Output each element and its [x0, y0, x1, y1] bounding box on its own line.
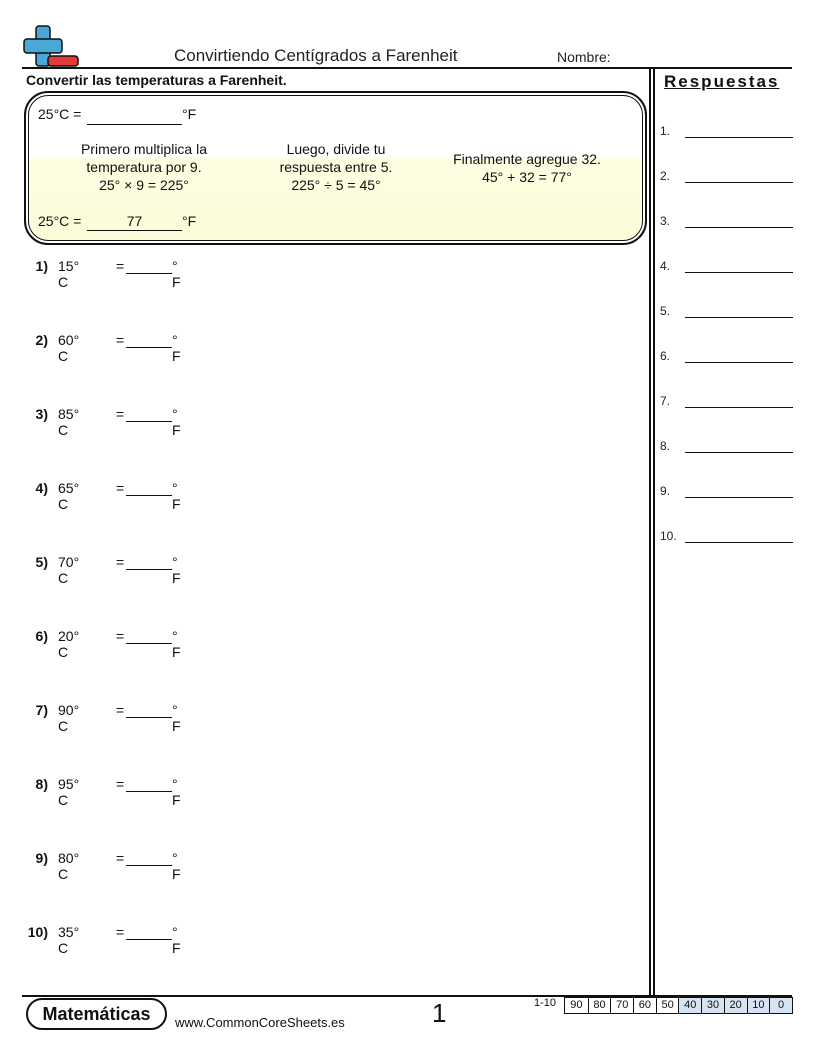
- answer-number: 4.: [660, 259, 671, 273]
- problem-unit: ° F: [172, 924, 181, 956]
- equals-sign: =: [116, 628, 125, 644]
- problem-number: 2): [35, 332, 48, 348]
- step-text: Finalmente agregue 32.: [453, 151, 601, 167]
- answer-blank[interactable]: [126, 569, 172, 570]
- problem-value: 20° C: [58, 628, 80, 660]
- page-number: 1: [432, 998, 447, 1028]
- column-divider-left: [649, 68, 651, 996]
- answer-blank[interactable]: [126, 421, 172, 422]
- problem-number: 1): [35, 258, 48, 274]
- equals-sign: =: [116, 554, 125, 570]
- answer-number: 5.: [660, 304, 671, 318]
- answers-title: Respuestas: [664, 72, 780, 91]
- score-cell: 30: [701, 998, 724, 1013]
- answer-blank[interactable]: [126, 865, 172, 866]
- problem-number: 9): [35, 850, 48, 866]
- equals-sign: =: [116, 332, 125, 348]
- answer-blank[interactable]: [685, 227, 793, 228]
- problem-number: 7): [35, 702, 48, 718]
- problem-number: 5): [35, 554, 48, 570]
- answer-row: [660, 439, 794, 459]
- example-prompt: 25°C =: [38, 106, 82, 122]
- answer-number: 7.: [660, 394, 671, 408]
- score-cell: 10: [747, 998, 770, 1013]
- equals-sign: =: [116, 702, 125, 718]
- site-url: www.CommonCoreSheets.es: [175, 1015, 345, 1030]
- answer-row: [660, 529, 794, 549]
- score-cell: 80: [588, 998, 611, 1013]
- problem-value: 85° C: [58, 406, 80, 438]
- problem-unit: ° F: [172, 776, 181, 808]
- answer-blank[interactable]: [126, 791, 172, 792]
- example-step-1: [58, 140, 230, 194]
- answer-blank[interactable]: [126, 495, 172, 496]
- answer-number: 9.: [660, 484, 671, 498]
- instruction-text: Convertir las temperaturas a Farenheit.: [26, 72, 287, 88]
- problem-unit: ° F: [172, 702, 181, 734]
- answer-row: [660, 259, 794, 279]
- problem-unit: ° F: [172, 480, 181, 512]
- answer-row: [660, 169, 794, 189]
- problem-value: 95° C: [58, 776, 80, 808]
- score-cell: 0: [769, 998, 792, 1013]
- problem-value: 15° C: [58, 258, 80, 290]
- score-table: [564, 997, 793, 1014]
- problem-value: 70° C: [58, 554, 80, 586]
- example-result-unit: °F: [182, 213, 197, 229]
- equals-sign: =: [116, 924, 125, 940]
- equals-sign: =: [116, 850, 125, 866]
- equals-sign: =: [116, 258, 125, 274]
- example-blank: [87, 124, 182, 125]
- column-divider-right: [653, 68, 655, 996]
- answer-row: [660, 214, 794, 234]
- example-result: 25°C =: [38, 213, 82, 229]
- step-text: 225° ÷ 5 = 45°: [291, 177, 381, 193]
- plus-minus-logo-icon: [22, 24, 80, 68]
- answer-blank[interactable]: [685, 407, 793, 408]
- problem-number: 6): [35, 628, 48, 644]
- score-cell: 90: [570, 999, 583, 1011]
- answer-blank[interactable]: [685, 362, 793, 363]
- name-label: Nombre:: [557, 49, 611, 65]
- problem-value: 90° C: [58, 702, 80, 734]
- example-result-value: 77: [87, 213, 182, 231]
- answer-blank[interactable]: [685, 497, 793, 498]
- answer-blank[interactable]: [126, 939, 172, 940]
- answer-blank[interactable]: [126, 273, 172, 274]
- problem-value: 65° C: [58, 480, 80, 512]
- answer-row: [660, 394, 794, 414]
- score-cell: 20: [724, 998, 747, 1013]
- answer-blank[interactable]: [685, 272, 793, 273]
- step-text: Primero multiplica la: [80, 141, 208, 157]
- answer-blank[interactable]: [685, 542, 793, 543]
- equals-sign: =: [116, 406, 125, 422]
- example-step-2: [256, 140, 416, 194]
- answer-number: 2.: [660, 169, 671, 183]
- answer-number: 1.: [660, 124, 671, 138]
- answer-blank[interactable]: [685, 317, 793, 318]
- step-text: respuesta entre 5.: [279, 159, 393, 175]
- score-cell: 40: [678, 998, 701, 1013]
- problem-number: 10): [27, 924, 48, 940]
- answer-row: [660, 304, 794, 324]
- problem-number: 3): [35, 406, 48, 422]
- step-text: 25° × 9 = 225°: [99, 177, 189, 193]
- problem-value: 60° C: [58, 332, 80, 364]
- problem-unit: ° F: [172, 258, 181, 290]
- score-cell: 60: [633, 998, 656, 1013]
- step-text: temperatura por 9.: [86, 159, 202, 175]
- step-text: 45° + 32 = 77°: [482, 169, 572, 185]
- problem-number: 4): [35, 480, 48, 496]
- problem-number: 8): [35, 776, 48, 792]
- answer-number: 8.: [660, 439, 671, 453]
- problem-value: 35° C: [58, 924, 80, 956]
- brand-badge: Matemáticas: [26, 998, 167, 1030]
- score-cell: 70: [610, 998, 633, 1013]
- step-text: Luego, divide tu: [286, 141, 386, 157]
- problem-value: 80° C: [58, 850, 80, 882]
- example-prompt-unit: °F: [182, 106, 197, 122]
- score-cell: 50: [656, 998, 679, 1013]
- problem-unit: ° F: [172, 628, 181, 660]
- problem-unit: ° F: [172, 406, 181, 438]
- answer-number: 6.: [660, 349, 671, 363]
- answer-number: 10.: [660, 529, 677, 543]
- answer-blank[interactable]: [126, 643, 172, 644]
- score-range-label: 1-10: [534, 997, 557, 1009]
- answer-blank[interactable]: [685, 182, 793, 183]
- answer-number: 3.: [660, 214, 671, 228]
- answer-blank[interactable]: [126, 347, 172, 348]
- example-step-3: [432, 150, 622, 186]
- answer-blank[interactable]: [685, 137, 793, 138]
- problem-unit: ° F: [172, 850, 181, 882]
- equals-sign: =: [116, 776, 125, 792]
- problem-unit: ° F: [172, 332, 181, 364]
- problem-unit: ° F: [172, 554, 181, 586]
- page-title: Convirtiendo Centígrados a Farenheit: [174, 46, 458, 65]
- header-divider: [22, 67, 792, 69]
- answer-blank[interactable]: [126, 717, 172, 718]
- equals-sign: =: [116, 480, 125, 496]
- answer-row: [660, 124, 794, 144]
- answer-blank[interactable]: [685, 452, 793, 453]
- answer-row: [660, 349, 794, 369]
- answer-row: [660, 484, 794, 504]
